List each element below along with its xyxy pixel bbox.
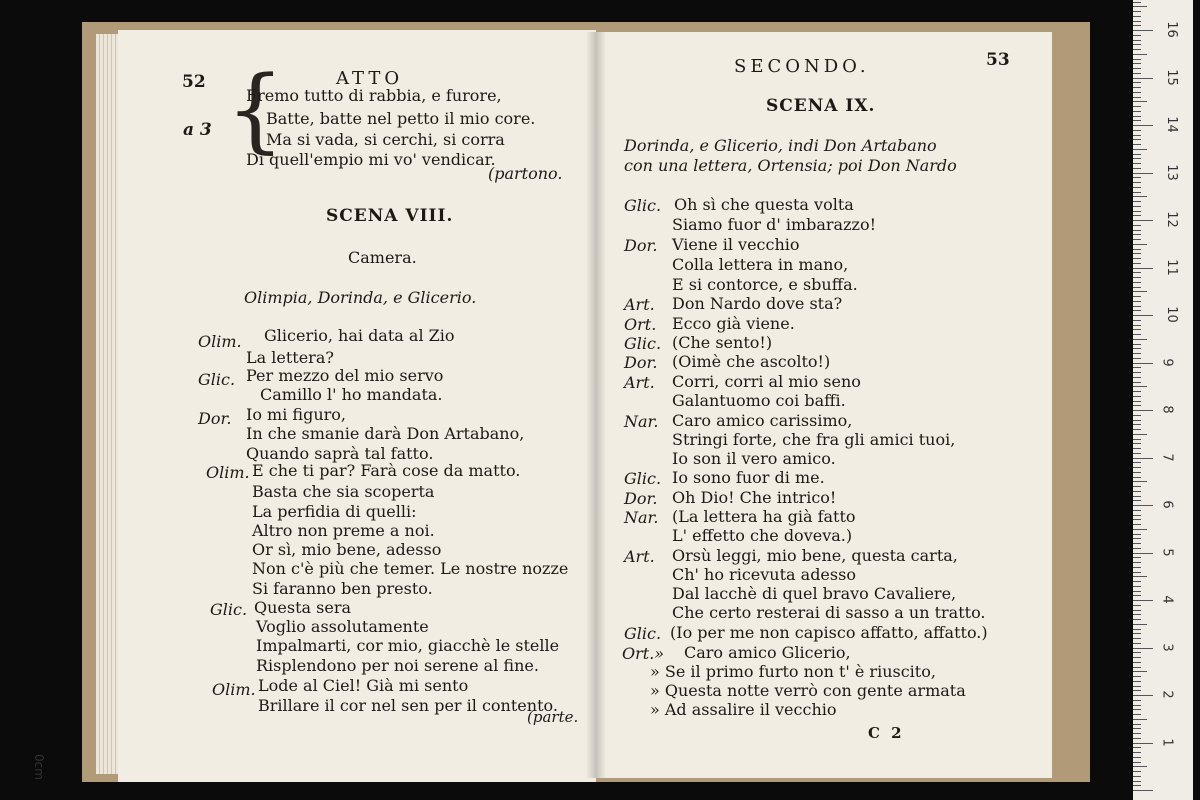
dialogue-line: Stringi forte, che fra gli amici tuoi, <box>672 430 956 449</box>
left-running-head: ATTO <box>336 68 404 89</box>
ruler-tick <box>1133 700 1141 701</box>
dialogue-line: Caro amico Glicerio, <box>684 643 851 662</box>
ruler-tick <box>1133 348 1141 349</box>
ruler-unit: 0cm <box>31 754 46 780</box>
ruler-tick <box>1133 605 1141 606</box>
ruler-tick <box>1133 477 1141 478</box>
ruler-tick <box>1133 690 1141 691</box>
ruler-tick <box>1133 657 1141 658</box>
dialogue-line: Non c'è più che temer. Le nostre nozze <box>252 559 569 578</box>
ruler-tick <box>1133 505 1153 506</box>
speaker-label: Ort.» <box>622 644 665 663</box>
page-stack-edge <box>96 34 120 774</box>
ruler-tick <box>1133 667 1141 668</box>
ruler-tick <box>1133 624 1147 625</box>
speaker-label: Nar. <box>624 508 659 527</box>
ruler-tick <box>1133 762 1141 763</box>
dialogue-line: Dal lacchè di quel bravo Cavaliere, <box>672 584 957 603</box>
ruler-tick <box>1133 363 1153 364</box>
speaker-label: Glic. <box>210 600 248 619</box>
ruler-tick <box>1133 225 1141 226</box>
ruler-tick <box>1133 192 1141 193</box>
speaker-label: Dor. <box>198 409 232 428</box>
dialogue-line: Galantuomo coi baffi. <box>672 391 846 410</box>
speaker-label: Ort. <box>624 315 657 334</box>
ruler-tick <box>1133 500 1141 501</box>
ruler-tick <box>1133 206 1141 207</box>
ruler-label: 5 <box>1159 547 1175 557</box>
ruler-label: 14 <box>1163 116 1179 133</box>
dialogue-line: Colla lettera in mano, <box>672 255 849 274</box>
ruler-tick <box>1133 591 1141 592</box>
ruler-tick <box>1133 462 1141 463</box>
ruler-tick <box>1133 595 1141 596</box>
ruler-tick <box>1133 291 1147 292</box>
ruler-tick <box>1133 410 1153 411</box>
ruler-tick <box>1133 629 1141 630</box>
ruler-tick <box>1133 382 1141 383</box>
ruler-tick <box>1133 676 1141 677</box>
ruler-tick <box>1133 467 1141 468</box>
ruler-tick <box>1133 681 1141 682</box>
dialogue-line: Glicerio, hai data al Zio <box>264 326 455 345</box>
ruler-tick <box>1133 173 1153 174</box>
dialogue-line: Risplendono per noi serene al fine. <box>256 656 539 675</box>
ruler-tick <box>1133 557 1141 558</box>
ruler-label: 3 <box>1159 642 1175 652</box>
speaker-label: Glic. <box>624 334 662 353</box>
ruler-tick <box>1133 695 1153 696</box>
dialogue-line: Ecco già viene. <box>672 314 795 333</box>
scene-cast: con una lettera, Ortensia; poi Don Nardo <box>624 156 957 175</box>
ruler-tick <box>1133 496 1141 497</box>
ruler-tick <box>1133 272 1141 273</box>
ruler-tick <box>1133 16 1141 17</box>
speaker-label: Olim. <box>212 680 256 699</box>
trio-line: Ma si vada, si cerchi, si corra <box>266 130 505 149</box>
ruler-tick <box>1133 92 1141 93</box>
ruler-tick <box>1133 139 1141 140</box>
ruler-tick <box>1133 372 1141 373</box>
ruler-tick <box>1133 310 1141 311</box>
speaker-label: Glic. <box>624 196 662 215</box>
ruler-tick <box>1133 367 1141 368</box>
ruler-tick <box>1133 534 1141 535</box>
dialogue-line: (Oimè che ascolto!) <box>672 352 831 371</box>
dialogue-line: E che ti par? Farà cose da matto. <box>252 461 521 480</box>
ruler-tick <box>1133 277 1141 278</box>
signature-mark: C 2 <box>868 724 905 742</box>
dialogue-line: Che certo resterai di sasso a un tratto. <box>672 603 986 622</box>
dialogue-line: Brillare il cor nel sen per il contento. <box>258 696 558 715</box>
ruler-tick <box>1133 334 1141 335</box>
book-gutter <box>586 32 606 778</box>
ruler-tick <box>1133 320 1141 321</box>
ruler-tick <box>1133 662 1141 663</box>
trio-line: Di quell'empio mi vo' vendicar. <box>246 150 496 169</box>
speaker-label: Nar. <box>624 412 659 431</box>
ruler-tick <box>1133 472 1141 473</box>
scene-cast: Olimpia, Dorinda, e Glicerio. <box>244 288 477 307</box>
ruler-tick <box>1133 743 1153 744</box>
ruler-tick <box>1133 315 1153 316</box>
ruler-tick <box>1133 709 1141 710</box>
ruler-tick <box>1133 781 1141 782</box>
ruler-tick <box>1133 652 1141 653</box>
ruler-tick <box>1133 771 1141 772</box>
ruler-tick <box>1133 101 1147 102</box>
ruler-tick <box>1133 49 1141 50</box>
ruler-tick <box>1133 567 1141 568</box>
trio-label: a 3 <box>183 120 212 140</box>
dialogue-line: Lode al Ciel! Già mi sento <box>258 676 469 695</box>
speaker-label: Olim. <box>198 332 242 351</box>
ruler-tick <box>1133 187 1141 188</box>
dialogue-line: Basta che sia scoperta <box>252 482 435 501</box>
ruler-tick <box>1133 491 1141 492</box>
ruler-tick <box>1133 258 1141 259</box>
ruler-tick <box>1133 524 1141 525</box>
ruler-tick <box>1133 724 1141 725</box>
exit-direction: (parte. <box>527 708 579 726</box>
scene-cast: Dorinda, e Glicerio, indi Don Artabano <box>624 136 937 155</box>
ruler-tick <box>1133 714 1141 715</box>
dialogue-line: Ch' ho ricevuta adesso <box>672 565 856 584</box>
dialogue-line: Io son il vero amico. <box>672 449 836 468</box>
dialogue-line: » Ad assalire il vecchio <box>650 700 837 719</box>
ruler-tick <box>1133 415 1141 416</box>
speaker-label: Glic. <box>198 370 236 389</box>
ruler-tick <box>1133 510 1141 511</box>
dialogue-line: La perfidia di quelli: <box>252 502 417 521</box>
exit-direction: (partono. <box>488 164 563 183</box>
ruler-tick <box>1133 106 1141 107</box>
dialogue-line: L' effetto che doveva.) <box>672 526 853 545</box>
ruler-tick <box>1133 239 1141 240</box>
dialogue-line: Oh Dio! Che intrico! <box>672 488 837 507</box>
trio-brace: { <box>226 56 285 163</box>
ruler-tick <box>1133 111 1141 112</box>
ruler-tick <box>1133 481 1147 482</box>
dialogue-line: Impalmarti, cor mio, giacchè le stelle <box>256 636 560 655</box>
speaker-label: Art. <box>624 295 655 314</box>
ruler-tick <box>1133 766 1147 767</box>
ruler-tick <box>1133 429 1141 430</box>
dialogue-line: E si contorce, e sbuffa. <box>672 275 858 294</box>
measurement-ruler <box>1133 0 1193 800</box>
ruler-tick <box>1133 339 1147 340</box>
ruler-tick <box>1133 519 1141 520</box>
ruler-tick <box>1133 144 1141 145</box>
ruler-tick <box>1133 586 1141 587</box>
ruler-tick <box>1133 386 1147 387</box>
dialogue-line: Don Nardo dove sta? <box>672 294 843 313</box>
ruler-tick <box>1133 610 1141 611</box>
ruler-tick <box>1133 6 1147 7</box>
dialogue-line: Siamo fuor d' imbarazzo! <box>672 215 877 234</box>
ruler-tick <box>1133 68 1141 69</box>
ruler-tick <box>1133 253 1141 254</box>
ruler-tick <box>1133 553 1153 554</box>
ruler-tick <box>1133 40 1141 41</box>
ruler-tick <box>1133 301 1141 302</box>
ruler-tick <box>1133 633 1141 634</box>
ruler-label: 1 <box>1159 737 1175 747</box>
ruler-tick <box>1133 353 1141 354</box>
ruler-tick <box>1133 443 1141 444</box>
ruler-tick <box>1133 21 1141 22</box>
dialogue-line: Orsù leggi, mio bene, questa carta, <box>672 546 958 565</box>
ruler-tick <box>1133 149 1147 150</box>
ruler-tick <box>1133 158 1141 159</box>
ruler-tick <box>1133 249 1141 250</box>
ruler-tick <box>1133 125 1153 126</box>
ruler-tick <box>1133 401 1141 402</box>
ruler-tick <box>1133 358 1141 359</box>
ruler-label: 8 <box>1159 405 1175 414</box>
dialogue-line: La lettera? <box>246 348 334 367</box>
right-running-head: SECONDO. <box>734 56 870 77</box>
ruler-tick <box>1133 458 1153 459</box>
ruler-tick <box>1133 747 1141 748</box>
ruler-tick <box>1133 738 1141 739</box>
ruler-tick <box>1133 752 1141 753</box>
trio-line: Batte, batte nel petto il mio core. <box>266 109 536 128</box>
ruler-tick <box>1133 638 1141 639</box>
dialogue-line: Caro amico carissimo, <box>672 411 853 430</box>
speaker-label: Art. <box>624 547 655 566</box>
ruler-tick <box>1133 486 1141 487</box>
ruler-tick <box>1133 325 1141 326</box>
ruler-tick <box>1133 619 1141 620</box>
ruler-tick <box>1133 263 1141 264</box>
dialogue-line: Oh sì che questa volta <box>674 195 854 214</box>
dialogue-line: Corri, corri al mio seno <box>672 372 861 391</box>
ruler-tick <box>1133 30 1153 31</box>
ruler-tick <box>1133 538 1141 539</box>
ruler-tick <box>1133 211 1141 212</box>
scene-place: Camera. <box>348 248 417 267</box>
ruler-tick <box>1133 424 1141 425</box>
speaker-label: Dor. <box>624 353 658 372</box>
ruler-tick <box>1133 548 1141 549</box>
speaker-label: Dor. <box>624 236 658 255</box>
dialogue-line: (Io per me non capisco affatto, affatto.) <box>670 623 988 642</box>
ruler-tick <box>1133 201 1141 202</box>
ruler-tick <box>1133 244 1147 245</box>
ruler-tick <box>1133 405 1141 406</box>
ruler-tick <box>1133 648 1153 649</box>
ruler-tick <box>1133 329 1141 330</box>
ruler-tick <box>1133 543 1141 544</box>
ruler-tick <box>1133 25 1141 26</box>
ruler-tick <box>1133 154 1141 155</box>
ruler-tick <box>1133 529 1147 530</box>
ruler-tick <box>1133 576 1147 577</box>
ruler-tick <box>1133 234 1141 235</box>
ruler-label: 7 <box>1159 452 1175 462</box>
ruler-tick <box>1133 420 1141 421</box>
ruler-tick <box>1133 177 1141 178</box>
ruler-tick <box>1133 120 1141 121</box>
ruler-label: 2 <box>1159 690 1175 699</box>
dialogue-line: Per mezzo del mio servo <box>246 366 444 385</box>
ruler-tick <box>1133 59 1141 60</box>
ruler-tick <box>1133 44 1141 45</box>
ruler-tick <box>1133 448 1141 449</box>
ruler-tick <box>1133 719 1147 720</box>
ruler-label: 9 <box>1159 357 1175 367</box>
dialogue-line: Si faranno ben presto. <box>252 579 433 598</box>
dialogue-line: Or sì, mio bene, adesso <box>252 540 442 559</box>
ruler-tick <box>1133 35 1141 36</box>
ruler-tick <box>1133 686 1141 687</box>
trio-line: Fremo tutto di rabbia, e furore, <box>246 86 502 105</box>
ruler-tick <box>1133 643 1141 644</box>
scene-title: SCENA VIII. <box>326 206 454 226</box>
dialogue-line: Viene il vecchio <box>672 235 800 254</box>
ruler-tick <box>1133 296 1141 297</box>
ruler-tick <box>1133 230 1141 231</box>
ruler-tick <box>1133 11 1141 12</box>
speaker-label: Dor. <box>624 489 658 508</box>
dialogue-line: (Che sento!) <box>672 333 773 352</box>
speaker-label: Art. <box>624 373 655 392</box>
ruler-tick <box>1133 515 1141 516</box>
ruler-tick <box>1133 614 1141 615</box>
ruler-tick <box>1133 73 1141 74</box>
ruler-tick <box>1133 63 1141 64</box>
ruler-tick <box>1133 790 1153 791</box>
left-page-number: 52 <box>182 72 206 92</box>
speaker-label: Olim. <box>206 463 250 482</box>
ruler-tick <box>1133 439 1141 440</box>
ruler-tick <box>1133 581 1141 582</box>
ruler-label: 15 <box>1163 68 1179 86</box>
ruler-tick <box>1133 220 1153 221</box>
ruler-tick <box>1133 572 1141 573</box>
ruler-tick <box>1133 453 1141 454</box>
ruler-tick <box>1133 396 1141 397</box>
ruler-label: 6 <box>1159 500 1175 509</box>
ruler-tick <box>1133 434 1147 435</box>
ruler-tick <box>1133 215 1141 216</box>
ruler-tick <box>1133 2 1141 3</box>
dialogue-line: In che smanie darà Don Artabano, <box>246 424 525 443</box>
ruler-label: 10 <box>1163 306 1179 323</box>
dialogue-line: Io mi figuro, <box>246 405 346 424</box>
ruler-tick <box>1133 268 1153 269</box>
ruler-tick <box>1133 785 1141 786</box>
ruler-tick <box>1133 196 1147 197</box>
ruler-tick <box>1133 600 1153 601</box>
ruler-tick <box>1133 135 1141 136</box>
speaker-label: Glic. <box>624 469 662 488</box>
ruler-tick <box>1133 282 1141 283</box>
ruler-tick <box>1133 163 1141 164</box>
ruler-tick <box>1133 733 1141 734</box>
dialogue-line: Altro non preme a noi. <box>252 521 435 540</box>
speaker-label: Glic. <box>624 624 662 643</box>
ruler-label: 12 <box>1163 211 1179 228</box>
dialogue-line: » Questa notte verrò con gente armata <box>650 681 966 700</box>
ruler-tick <box>1133 182 1141 183</box>
ruler-tick <box>1133 757 1141 758</box>
dialogue-line: Voglio assolutamente <box>256 617 429 636</box>
ruler-tick <box>1133 78 1153 79</box>
ruler-tick <box>1133 562 1141 563</box>
ruler-label: 11 <box>1163 258 1179 276</box>
ruler-tick <box>1133 287 1141 288</box>
ruler-tick <box>1133 705 1141 706</box>
ruler-tick <box>1133 54 1147 55</box>
dialogue-line: Io sono fuor di me. <box>672 468 825 487</box>
right-page-number: 53 <box>986 50 1010 70</box>
dialogue-line: » Se il primo furto non t' è riuscito, <box>650 662 936 681</box>
scene-title: SCENA IX. <box>766 96 876 116</box>
ruler-label: 4 <box>1159 595 1175 604</box>
ruler-tick <box>1133 87 1141 88</box>
ruler-tick <box>1133 344 1141 345</box>
dialogue-line: Camillo l' ho mandata. <box>260 385 443 404</box>
ruler-tick <box>1133 82 1141 83</box>
ruler-tick <box>1133 728 1141 729</box>
ruler-tick <box>1133 130 1141 131</box>
ruler-tick <box>1133 671 1147 672</box>
ruler-tick <box>1133 116 1141 117</box>
ruler-tick <box>1133 391 1141 392</box>
ruler-tick <box>1133 776 1141 777</box>
ruler-tick <box>1133 306 1141 307</box>
dialogue-line: (La lettera ha già fatto <box>672 507 856 526</box>
dialogue-line: Questa sera <box>254 598 352 617</box>
dialogue-line: Quando saprà tal fatto. <box>246 444 434 463</box>
ruler-label: 16 <box>1163 21 1179 38</box>
ruler-label: 13 <box>1163 163 1179 181</box>
ruler-tick <box>1133 168 1141 169</box>
ruler-tick <box>1133 377 1141 378</box>
ruler-tick <box>1133 97 1141 98</box>
